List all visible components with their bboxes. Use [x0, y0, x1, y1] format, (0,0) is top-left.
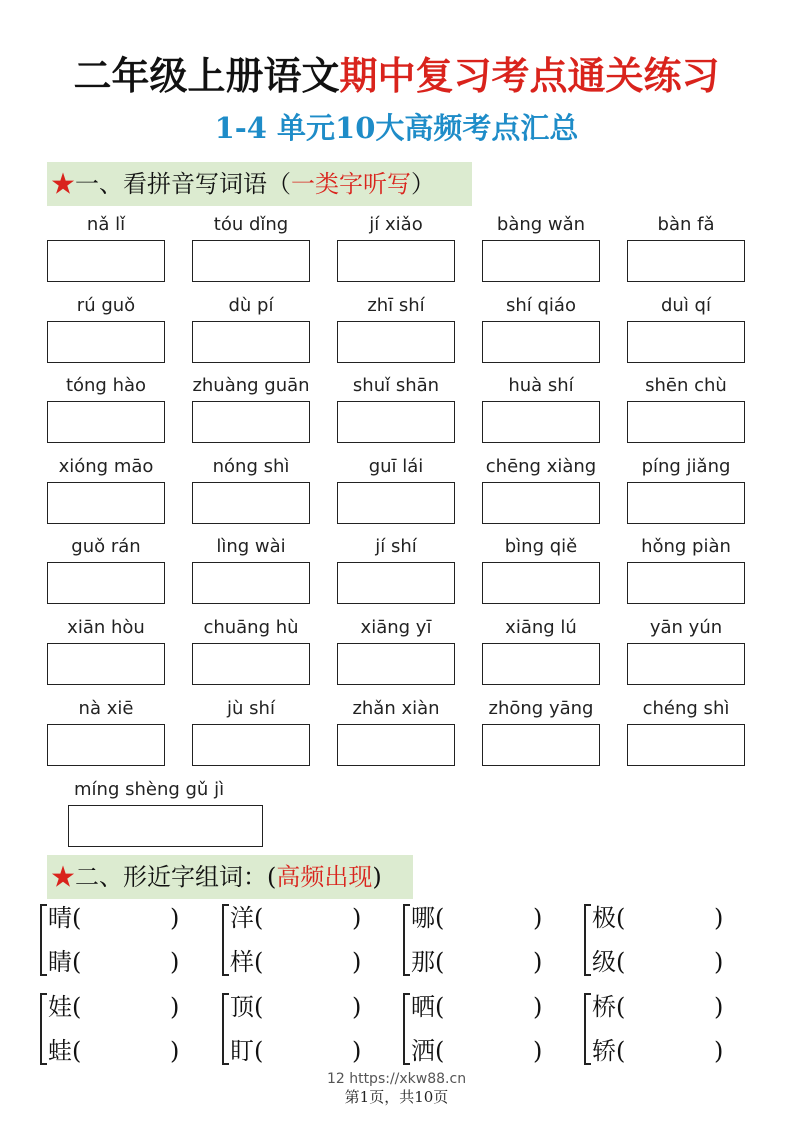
pair-bracket [403, 993, 410, 1065]
word-row[interactable] [592, 898, 742, 938]
star-icon: ★ [51, 170, 75, 198]
answer-box[interactable] [482, 321, 600, 363]
char-label: 样 [230, 948, 254, 976]
pinyin-cell [336, 212, 456, 282]
answer-box[interactable] [337, 482, 455, 524]
pinyin-cell [336, 293, 456, 363]
pinyin-text: rú guǒ [76, 295, 136, 316]
char-label: 顶 [230, 993, 254, 1021]
char-pair [584, 987, 724, 1077]
char-label: 那 [411, 948, 435, 976]
close-paren: ) [714, 1037, 724, 1065]
word-row[interactable] [230, 1031, 380, 1071]
answer-box[interactable] [47, 482, 165, 524]
pinyin-text: chēng xiàng [485, 456, 597, 477]
pinyin-text: chéng shì [642, 698, 730, 719]
close-paren: ) [533, 993, 543, 1021]
pinyin-text: chuāng hù [203, 617, 299, 638]
char-pair [40, 987, 180, 1077]
word-row[interactable] [230, 898, 380, 938]
pinyin-text: zhuàng guān [192, 375, 310, 396]
char-label: 洒 [411, 1037, 435, 1065]
pinyin-cell [336, 696, 456, 766]
pair-bracket [584, 993, 591, 1065]
pinyin-text: huà shí [508, 375, 574, 396]
answer-box[interactable] [337, 321, 455, 363]
section-similar-highlight: 高频出现 [276, 863, 373, 891]
char-label: 晒 [411, 993, 435, 1021]
pinyin-text: shuǐ shān [352, 375, 440, 396]
section-pinyin-label: 一、看拼音写词语（ [75, 170, 291, 198]
answer-box[interactable] [627, 401, 745, 443]
page-subtitle: 1-4 单元10大高频考点汇总 [214, 111, 579, 145]
pinyin-text: bìng qiě [504, 536, 578, 557]
pinyin-text: míng shèng gǔ jì [74, 779, 225, 800]
close-paren: ) [352, 1037, 362, 1065]
pinyin-cell [626, 615, 746, 685]
close-paren: ) [533, 904, 543, 932]
char-label: 桥 [592, 993, 616, 1021]
open-paren: ( [435, 904, 445, 932]
pair-bracket [403, 904, 410, 976]
pinyin-cell [481, 534, 601, 604]
pinyin-cell [481, 615, 601, 685]
answer-box[interactable] [337, 562, 455, 604]
pair-bracket [584, 904, 591, 976]
pinyin-text: lìng wài [216, 536, 286, 557]
pinyin-text: tóng hào [65, 375, 147, 396]
close-paren: ) [352, 948, 362, 976]
answer-box[interactable] [337, 401, 455, 443]
pinyin-text: xiāng lú [505, 617, 577, 638]
page-title [0, 50, 793, 102]
pinyin-cell [46, 293, 166, 363]
char-pair [222, 987, 362, 1077]
pinyin-text: bàng wǎn [496, 214, 586, 235]
word-row[interactable] [48, 987, 198, 1027]
pinyin-cell [191, 293, 311, 363]
close-paren: ) [170, 948, 180, 976]
pinyin-cell [191, 534, 311, 604]
open-paren: ( [72, 904, 82, 932]
open-paren: ( [72, 993, 82, 1021]
pinyin-text: zhǎn xiàn [352, 698, 440, 719]
open-paren: ( [254, 948, 264, 976]
pinyin-cell [46, 696, 166, 766]
section-pinyin-close: ） [411, 170, 435, 198]
answer-box[interactable] [192, 401, 310, 443]
pinyin-cell [191, 373, 311, 443]
char-pair [222, 898, 362, 988]
pinyin-cell [336, 615, 456, 685]
pinyin-cell [191, 212, 311, 282]
pinyin-cell [191, 615, 311, 685]
pinyin-cell [626, 534, 746, 604]
pinyin-cell [626, 373, 746, 443]
pinyin-text: nǎ lǐ [86, 214, 126, 235]
pinyin-cell [481, 696, 601, 766]
close-paren: ) [714, 948, 724, 976]
answer-box[interactable] [47, 401, 165, 443]
answer-box[interactable] [47, 643, 165, 685]
footer-url: 12 https://xkw88.cn [326, 1071, 467, 1087]
close-paren: ) [533, 1037, 543, 1065]
open-paren: ( [435, 993, 445, 1021]
pinyin-text: bàn fǎ [657, 214, 715, 235]
answer-box[interactable] [337, 240, 455, 282]
answer-box[interactable] [68, 805, 263, 847]
pinyin-cell [626, 293, 746, 363]
answer-box[interactable] [192, 724, 310, 766]
pinyin-text: shí qiáo [506, 295, 576, 316]
pinyin-text: shēn chù [645, 375, 727, 396]
pinyin-text: zhōng yāng [488, 698, 594, 719]
pinyin-cell [46, 212, 166, 282]
pinyin-text: dù pí [228, 295, 274, 316]
word-row[interactable] [230, 987, 380, 1027]
char-label: 轿 [592, 1037, 616, 1065]
answer-box[interactable] [482, 562, 600, 604]
title-part-grade: 二年级上册语文 [73, 53, 340, 98]
char-label: 娃 [48, 993, 72, 1021]
pinyin-text: xiān hòu [67, 617, 145, 638]
word-row[interactable] [411, 942, 561, 982]
open-paren: ( [616, 993, 626, 1021]
pinyin-text: xiāng yī [360, 617, 432, 638]
pinyin-cell [336, 454, 456, 524]
answer-box[interactable] [627, 321, 745, 363]
char-pair [40, 898, 180, 988]
pinyin-cell [481, 454, 601, 524]
open-paren: ( [435, 1037, 445, 1065]
pinyin-text: zhī shí [367, 295, 425, 316]
answer-box[interactable] [192, 643, 310, 685]
word-row[interactable] [48, 1031, 198, 1071]
answer-box[interactable] [627, 240, 745, 282]
word-row[interactable] [592, 987, 742, 1027]
pinyin-cell [46, 454, 166, 524]
pair-bracket [222, 993, 229, 1065]
pinyin-cell [46, 373, 166, 443]
star-icon: ★ [51, 863, 75, 891]
pinyin-cell [336, 373, 456, 443]
open-paren: ( [435, 948, 445, 976]
close-paren: ) [352, 993, 362, 1021]
pinyin-cell [191, 454, 311, 524]
pair-bracket [40, 904, 47, 976]
pinyin-text: guǒ rán [71, 536, 141, 557]
title-part-review: 期中复习考点通关练习 [339, 53, 720, 98]
answer-box[interactable] [627, 643, 745, 685]
section-pinyin-heading [47, 162, 472, 206]
pinyin-text: jù shí [227, 698, 275, 719]
open-paren: ( [616, 1037, 626, 1065]
pinyin-text: guī lái [368, 456, 424, 477]
char-pair [584, 898, 724, 988]
pinyin-cell [68, 777, 263, 847]
pinyin-text: jí shí [375, 536, 417, 557]
answer-box[interactable] [47, 562, 165, 604]
pinyin-cell [481, 373, 601, 443]
pinyin-text: duì qí [661, 295, 711, 316]
answer-box[interactable] [482, 401, 600, 443]
pinyin-text: píng jiǎng [641, 456, 731, 477]
open-paren: ( [616, 904, 626, 932]
close-paren: ) [714, 993, 724, 1021]
section-similar-label: 二、形近字组词：( [75, 863, 277, 891]
close-paren: ) [170, 904, 180, 932]
pinyin-cell [626, 212, 746, 282]
pinyin-text: tóu dǐng [213, 214, 289, 235]
pinyin-text: yān yún [649, 617, 723, 638]
answer-box[interactable] [627, 724, 745, 766]
answer-box[interactable] [627, 562, 745, 604]
close-paren: ) [170, 993, 180, 1021]
pinyin-cell [336, 534, 456, 604]
answer-box[interactable] [47, 724, 165, 766]
open-paren: ( [254, 1037, 264, 1065]
pinyin-cell [46, 615, 166, 685]
section-pinyin-highlight: 一类字听写 [291, 170, 411, 198]
answer-box[interactable] [47, 321, 165, 363]
close-paren: ) [714, 904, 724, 932]
answer-box[interactable] [337, 724, 455, 766]
pinyin-text: hǒng piàn [641, 536, 731, 557]
pinyin-cell [626, 454, 746, 524]
word-row[interactable] [411, 898, 561, 938]
char-label: 睛 [48, 948, 72, 976]
pinyin-cell [46, 534, 166, 604]
pinyin-cell [626, 696, 746, 766]
char-label: 洋 [230, 904, 254, 932]
answer-box[interactable] [192, 482, 310, 524]
word-row[interactable] [592, 1031, 742, 1071]
word-row[interactable] [411, 987, 561, 1027]
char-label: 盯 [230, 1037, 254, 1065]
pinyin-text: xióng māo [58, 456, 154, 477]
char-label: 极 [592, 904, 616, 932]
section-similar-chars-heading [47, 855, 413, 899]
word-row[interactable] [592, 942, 742, 982]
open-paren: ( [72, 1037, 82, 1065]
pinyin-cell [481, 293, 601, 363]
section-similar-close: ) [372, 863, 382, 891]
word-row[interactable] [230, 942, 380, 982]
pinyin-text: nà xiē [78, 698, 134, 719]
close-paren: ) [533, 948, 543, 976]
answer-box[interactable] [337, 643, 455, 685]
footer-page-number: 第1页，共10页 [344, 1088, 449, 1106]
answer-box[interactable] [482, 643, 600, 685]
word-row[interactable] [48, 898, 198, 938]
answer-box[interactable] [482, 240, 600, 282]
pinyin-text: jí xiǎo [369, 214, 423, 235]
answer-box[interactable] [192, 240, 310, 282]
pinyin-cell [481, 212, 601, 282]
pinyin-cell [191, 696, 311, 766]
answer-box[interactable] [192, 562, 310, 604]
open-paren: ( [72, 948, 82, 976]
char-pair [403, 987, 543, 1077]
answer-box[interactable] [482, 482, 600, 524]
pair-bracket [222, 904, 229, 976]
char-label: 晴 [48, 904, 72, 932]
pinyin-text: nóng shì [212, 456, 290, 477]
word-row[interactable] [411, 1031, 561, 1071]
answer-box[interactable] [482, 724, 600, 766]
answer-box[interactable] [627, 482, 745, 524]
close-paren: ) [170, 1037, 180, 1065]
char-label: 级 [592, 948, 616, 976]
answer-box[interactable] [192, 321, 310, 363]
open-paren: ( [254, 904, 264, 932]
char-pair [403, 898, 543, 988]
word-row[interactable] [48, 942, 198, 982]
char-label: 哪 [411, 904, 435, 932]
open-paren: ( [616, 948, 626, 976]
pair-bracket [40, 993, 47, 1065]
char-label: 蛙 [48, 1037, 72, 1065]
close-paren: ) [352, 904, 362, 932]
answer-box[interactable] [47, 240, 165, 282]
open-paren: ( [254, 993, 264, 1021]
